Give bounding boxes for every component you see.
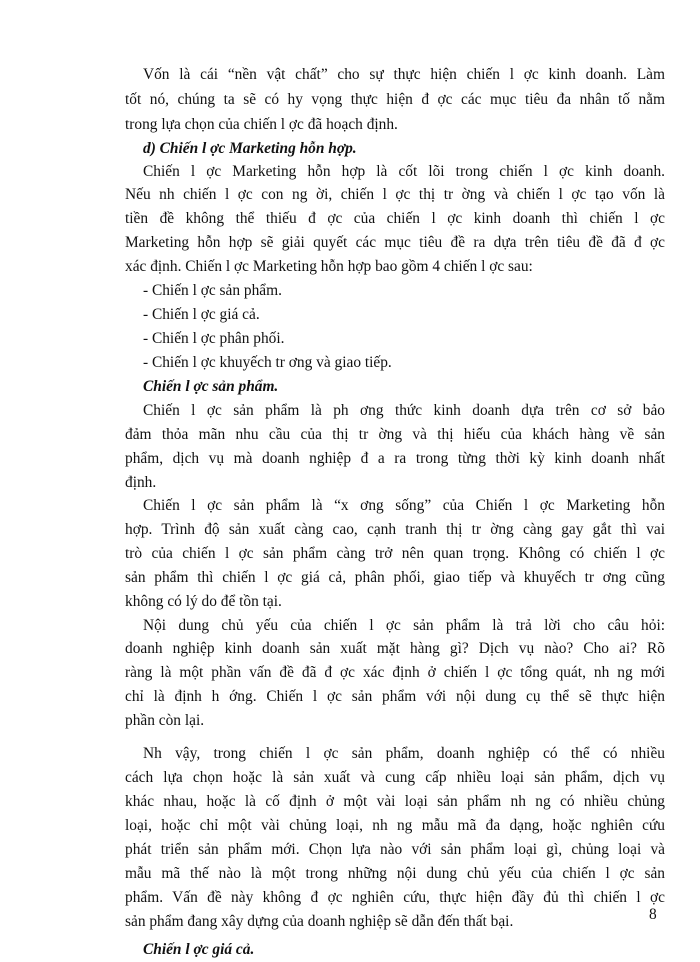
paragraph-line: Chiến l ợc Marketing hỗn hợp là cốt lõi trong chiến l ợc kinh doanh. (143, 163, 665, 180)
paragraph-line: phẩm, dịch vụ mà doanh nghiệp đ a ra trong từng thời kỳ kinh doanh nhất (125, 450, 665, 467)
paragraph-line: không có lý do để tồn tại. (125, 593, 282, 610)
paragraph-line: phát triển sản phẩm mới. Chọn lựa nào với sản phẩm loại gì, chủng loại và (125, 841, 665, 858)
page-number: 8 (649, 906, 657, 923)
section-heading: d) Chiến l ợc Marketing hỗn hợp. (143, 140, 357, 157)
section-heading: Chiến l ợc sản phẩm. (143, 378, 279, 395)
paragraph-line: khác nhau, hoặc là cố định ở một vài loại sản phẩm nh ng có nhiều chủng (125, 793, 665, 810)
paragraph-line: trong lựa chọn của chiến l ợc đã hoạch định. (125, 116, 398, 133)
list-item: - Chiến l ợc sản phẩm. (143, 282, 282, 299)
paragraph-line: Nh vậy, trong chiến l ợc sản phẩm, doanh nghiệp có thể có nhiều (143, 745, 665, 762)
paragraph-line: Chiến l ợc sản phẩm là ph ơng thức kinh doanh dựa trên cơ sở bảo (143, 402, 665, 419)
section-heading: Chiến l ợc giá cả. (143, 941, 255, 958)
list-item: - Chiến l ợc giá cả. (143, 306, 260, 323)
paragraph-line: cách lựa chọn hoặc là sản xuất và cung cấp nhiều loại sản phẩm, dịch vụ (125, 769, 665, 786)
paragraph-line: đảm thỏa mãn nhu cầu của thị tr ờng và thị hiếu của khách hàng về sản (125, 426, 665, 443)
paragraph-line: xác định. Chiến l ợc Marketing hỗn hợp bao gồm 4 chiến l ợc sau: (125, 258, 533, 275)
paragraph-line: tốt nó, chúng ta sẽ có hy vọng thực hiện đ ợc các mục tiêu đa nhân tố nằm (125, 91, 665, 108)
paragraph-line: trò của chiến l ợc sản phẩm càng trở nên quan trọng. Không có chiến l ợc (125, 545, 665, 562)
paragraph-line: phẩm. Vấn đề này không đ ợc nghiên cứu, thực hiện đầy đủ thì chiến l ợc (125, 889, 665, 906)
paragraph-line: Nội dung chủ yếu của chiến l ợc sản phẩm là trả lời cho câu hỏi: (143, 617, 665, 634)
paragraph-line: ràng là một phần vấn đề đã đ ợc xác định ở chiến l ợc tổng quát, nh ng mới (125, 664, 665, 681)
paragraph-line: hợp. Trình độ sản xuất càng cao, cạnh tranh thị tr ờng càng gay gắt thì vai (125, 521, 665, 538)
paragraph-line: định. (125, 474, 157, 491)
paragraph-line: Vốn là cái “nền vật chất” cho sự thực hiện chiến l ợc kinh doanh. Làm (143, 66, 665, 83)
paragraph-line: Nếu nh chiến l ợc con ng ời, chiến l ợc thị tr ờng và chiến l ợc tạo vốn là (125, 186, 665, 203)
paragraph-line: mẫu mã thế nào là một trong những nội dung chủ yếu của chiến l ợc sản (125, 865, 665, 882)
list-item: - Chiến l ợc khuyếch tr ơng và giao tiếp. (143, 354, 392, 371)
paragraph-line: Chiến l ợc sản phẩm là “x ơng sống” của Chiến l ợc Marketing hỗn (143, 497, 665, 514)
paragraph-line: tiền đề không thể thiếu đ ợc của chiến l ợc kinh doanh thì chiến l ợc (125, 210, 665, 227)
list-item: - Chiến l ợc phân phối. (143, 330, 285, 347)
paragraph-line: phần còn lại. (125, 712, 205, 729)
paragraph-line: chỉ là định h ớng. Chiến l ợc sản phẩm với nội dung cụ thể sẽ thực hiện (125, 688, 665, 705)
paragraph-line: doanh nghiệp kinh doanh sản xuất mặt hàng gì? Dịch vụ nào? Cho ai? Rõ (125, 640, 665, 657)
paragraph-line: loại, hoặc chỉ một vài chủng loại, nh ng mẫu mã đa dạng, hoặc nghiên cứu (125, 817, 665, 834)
paragraph-line: sản phẩm thì chiến l ợc giá cả, phân phối, giao tiếp và khuyếch tr ơng cũng (125, 569, 665, 586)
paragraph-line: Marketing hỗn hợp sẽ giải quyết các mục tiêu đề ra dựa trên tiêu đề đã đ ợc (125, 234, 665, 251)
paragraph-line: sản phẩm đang xây dựng của doanh nghiệp sẽ dẫn đến thất bại. (125, 913, 514, 930)
